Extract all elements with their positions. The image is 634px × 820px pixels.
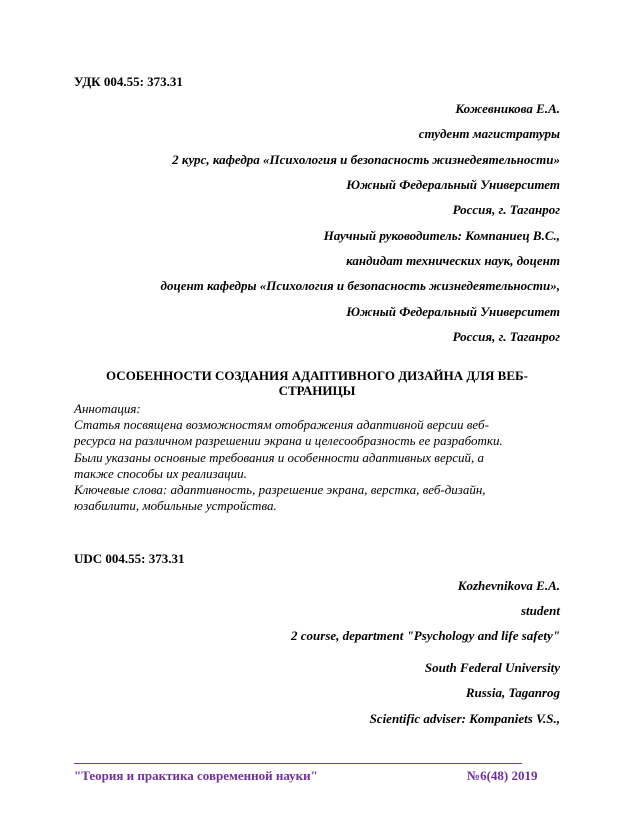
keywords-line: юзабилити, мобильные устройства. (74, 498, 277, 514)
adviser-name-en: Scientific adviser: Kompaniets V.S., (369, 711, 560, 726)
author-university: Южный Федеральный Университет (346, 177, 560, 192)
author-department-en: 2 course, department "Psychology and life safety" (291, 628, 560, 643)
adviser-name: Научный руководитель: Компаниец В.С., (323, 228, 560, 243)
article-title-line: СТРАНИЦЫ (278, 383, 356, 398)
author-status: студент магистратуры (418, 126, 560, 141)
footer-journal-name: "Теория и практика современной науки" (74, 768, 318, 783)
author-location-en: Russia, Taganrog (465, 685, 560, 700)
footer-issue-number: №6(48) 2019 (467, 768, 538, 783)
footer-divider (74, 763, 522, 764)
author-name: Кожевникова Е.А. (455, 101, 560, 116)
article-title-line: ОСОБЕННОСТИ СОЗДАНИЯ АДАПТИВНОГО ДИЗАЙНА ДЛЯ ВЕБ- (106, 368, 528, 383)
udk-code: УДК 004.55: 373.31 (74, 74, 183, 89)
adviser-degree: кандидат технических наук, доцент (346, 253, 560, 268)
abstract (74, 401, 564, 514)
adviser-university: Южный Федеральный Университет (346, 304, 560, 319)
abstract-line: также способы их реализации. (74, 465, 247, 481)
abstract-label: Аннотация: (74, 401, 141, 416)
udc-code: UDC 004.55: 373.31 (74, 551, 185, 566)
adviser-location: Россия, г. Таганрог (452, 329, 560, 344)
author-location: Россия, г. Таганрог (452, 202, 560, 217)
abstract-line: ресурса на различном разрешении экрана и целесообразность ее разработки. (74, 433, 503, 449)
keywords-line: Ключевые слова: адаптивность, разрешение экрана, верстка, веб-дизайн, (74, 482, 486, 498)
article-title (74, 368, 560, 398)
abstract-line: Были указаны основные требования и особенности адаптивных версий, а (74, 449, 484, 465)
author-university-en: South Federal University (424, 660, 560, 675)
author-department: 2 курс, кафедра «Психология и безопасность жизнедеятельности» (172, 152, 560, 167)
author-name-en: Kozhevnikova E.A. (457, 578, 560, 593)
adviser-position: доцент кафедры «Психология и безопасность жизнедеятельности», (160, 278, 560, 293)
author-status-en: student (520, 603, 560, 618)
abstract-line: Статья посвящена возможностям отображения адаптивной версии веб- (74, 417, 489, 433)
